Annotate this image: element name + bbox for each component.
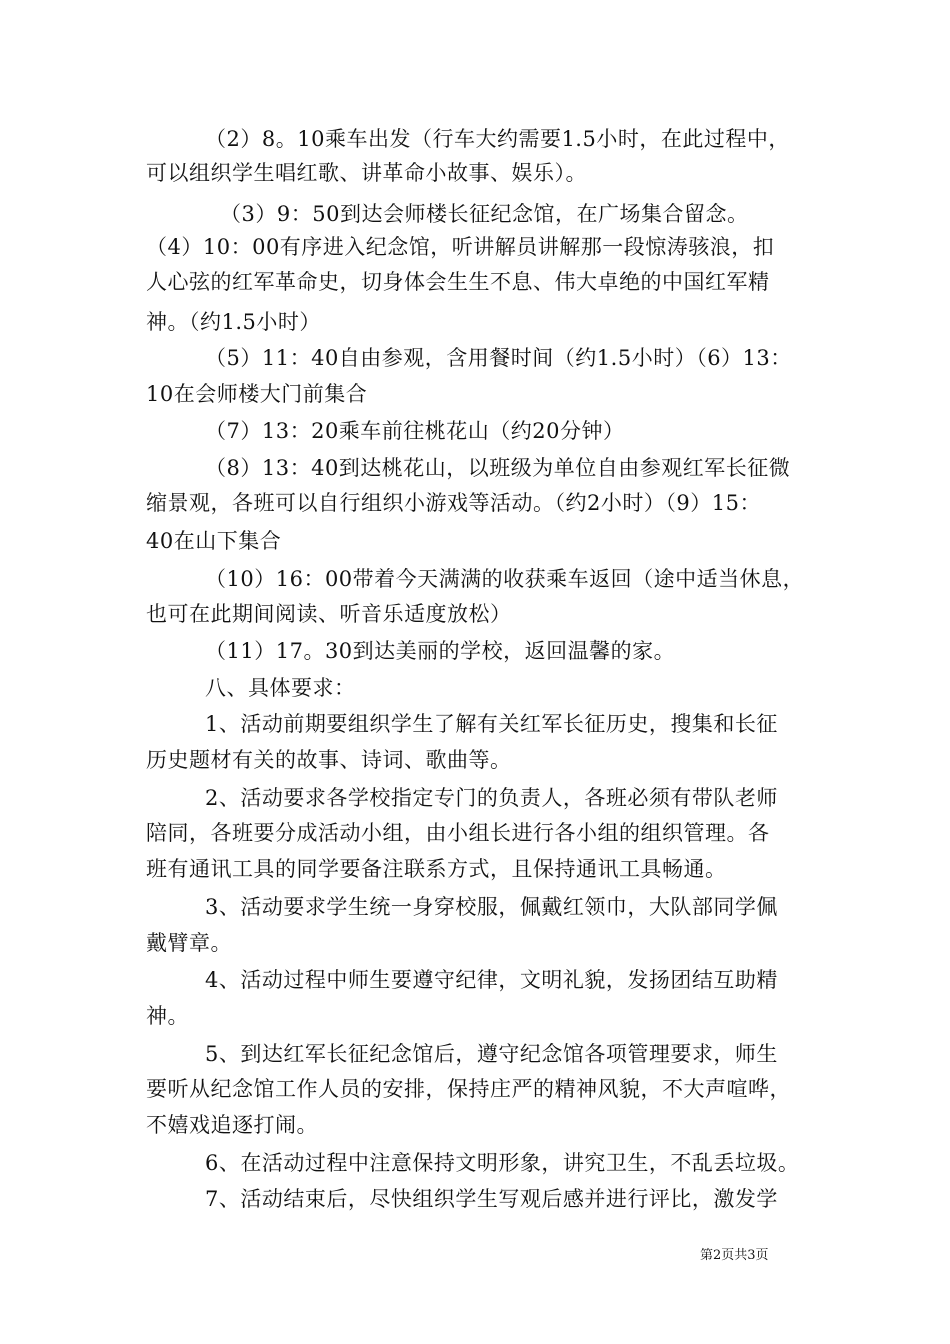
text-line: 也可在此期间阅读、听音乐适度放松） — [146, 602, 512, 626]
text-line: 2、活动要求各学校指定专门的负责人，各班必须有带队老师 — [205, 786, 778, 810]
text-line: 4、活动过程中师生要遵守纪律，文明礼貌，发扬团结互助精 — [205, 968, 778, 992]
text-line: 陪同，各班要分成活动小组，由小组长进行各小组的组织管理。各 — [146, 821, 770, 845]
text-line: 要听从纪念馆工作人员的安排，保持庄严的精神风貌，不大声喧哗， — [146, 1077, 791, 1101]
text-line: 历史题材有关的故事、诗词、歌曲等。 — [146, 748, 512, 772]
text-line: 5、到达红军长征纪念馆后，遵守纪念馆各项管理要求，师生 — [205, 1042, 778, 1066]
page-number: 第2页共3页 — [700, 1248, 769, 1263]
text-line: 戴臂章。 — [146, 931, 232, 955]
text-line: （7）13：20乘车前往桃花山（约20分钟） — [205, 419, 625, 443]
text-line: 7、活动结束后，尽快组织学生写观后感并进行评比，激发学 — [205, 1187, 778, 1211]
text-line: 10在会师楼大门前集合 — [146, 382, 368, 406]
text-line: 缩景观，各班可以自行组织小游戏等活动。（约2小时）（9）15： — [146, 491, 761, 515]
text-line: 不嬉戏追逐打闹。 — [146, 1113, 318, 1137]
text-line: （11）17。30到达美丽的学校，返回温馨的家。 — [205, 639, 676, 663]
text-line: 神。 — [146, 1004, 189, 1028]
text-line: （8）13：40到达桃花山，以班级为单位自由参观红军长征微 — [205, 456, 791, 480]
text-line: 6、在活动过程中注意保持文明形象，讲究卫生，不乱丢垃圾。 — [205, 1151, 800, 1175]
text-line: 人心弦的红军革命史，切身体会生生不息、伟大卓绝的中国红军精 — [146, 270, 770, 294]
text-line: （4）10：00有序进入纪念馆，听讲解员讲解那一段惊涛骇浪，扣 — [146, 235, 775, 259]
text-line: 3、活动要求学生统一身穿校服，佩戴红领巾，大队部同学佩 — [205, 895, 778, 919]
text-line: 神。（约1.5小时） — [146, 310, 321, 334]
text-line: （3）9：50到达会师楼长征纪念馆，在广场集合留念。 — [220, 202, 749, 226]
text-line: （5）11：40自由参观，含用餐时间（约1.5小时）（6）13： — [205, 346, 792, 370]
text-line: （2）8。10乘车出发（行车大约需要1.5小时，在此过程中， — [205, 127, 790, 151]
text-line: 班有通讯工具的同学要备注联系方式，且保持通讯工具畅通。 — [146, 857, 727, 881]
text-line: 1、活动前期要组织学生了解有关红军长征历史，搜集和长征 — [205, 712, 778, 736]
text-line: （10）16：00带着今天满满的收获乘车返回（途中适当休息， — [205, 567, 805, 591]
text-line: 可以组织学生唱红歌、讲革命小故事、娱乐）。 — [146, 161, 587, 185]
section-heading: 八、具体要求： — [205, 676, 356, 700]
text-line: 40在山下集合 — [146, 529, 282, 553]
